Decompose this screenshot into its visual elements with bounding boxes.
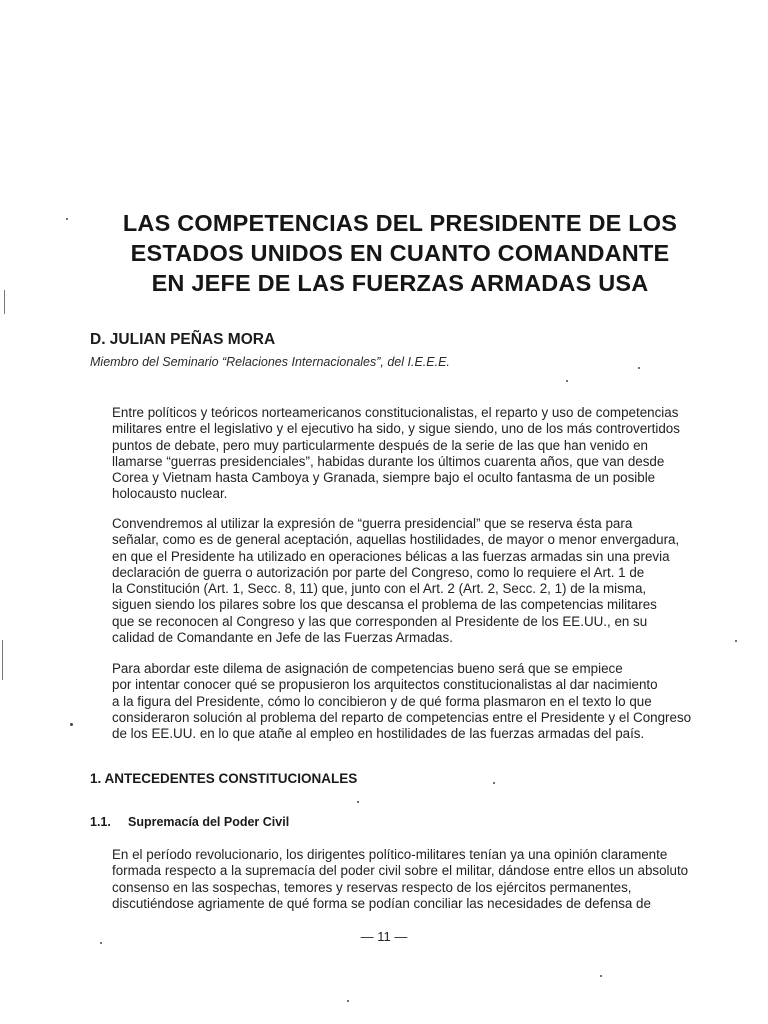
scan-speck — [66, 218, 68, 220]
text-line: que se reconocen al Congreso y las que corresponden al Presidente de los EE.UU., en su — [112, 613, 648, 629]
text-line: declaración de guerra o autorización por parte del Congreso, como lo requiere el Art. 1 de — [112, 564, 645, 580]
paragraph-3 — [88, 661, 715, 742]
text-line: Corea y Vietnam hasta Camboya y Granada, siempre bajo el oculto fantasma de un posible — [112, 470, 656, 486]
article-title — [80, 208, 720, 298]
page-number: — 11 — — [360, 929, 408, 944]
text-line: llamarse “guerras presidenciales”, habidas durante los últimos cuarenta años, que van desde — [112, 453, 665, 469]
text-line: Para abordar este dilema de asignación de competencias bueno será que se empiece — [112, 661, 623, 676]
text-line: militares entre el legislativo y el ejecutivo ha sido, y sigue siendo, uno de los más controvertidos — [112, 421, 680, 437]
text-line: holocausto nuclear. — [112, 486, 228, 502]
scan-speck — [600, 975, 602, 977]
scan-speck — [566, 380, 568, 382]
text-line: de los EE.UU. en lo que atañe al empleo en hostilidades de las fuerzas armadas del país. — [112, 726, 645, 742]
text-line: puntos de debate, pero muy particularmente después de la serie de las que han venido en — [112, 437, 648, 453]
text-line: En el período revolucionario, los dirigentes político-militares tenían ya una opinión claramente — [112, 847, 668, 862]
scan-speck — [347, 1000, 349, 1002]
section-heading: 1. ANTECEDENTES CONSTITUCIONALES — [90, 771, 358, 786]
paragraph-2 — [88, 516, 715, 646]
paragraph-1 — [88, 405, 715, 503]
text-line: Entre políticos y teóricos norteamericanos constitucionalistas, el reparto y uso de competencias — [112, 405, 679, 420]
scan-speck — [100, 942, 102, 944]
text-line: discutiéndose agriamente de qué forma se podían conciliar las necesidades de defensa de — [112, 895, 651, 911]
scan-speck — [638, 367, 640, 369]
author-affiliation: Miembro del Seminario “Relaciones Internacionales”, del I.E.E.E. — [90, 355, 450, 369]
subsection-heading — [90, 814, 289, 830]
text-line: en que el Presidente ha utilizado en operaciones bélicas a las fuerzas armadas sin una previa — [112, 548, 670, 564]
text-line: Convendremos al utilizar la expresión de “guerra presidencial” que se reserva ésta para — [112, 516, 633, 531]
text-line: a la figura del Presidente, cómo lo concibieron y de qué forma plasmaron en el texto lo que — [112, 693, 652, 709]
title-line-3: EN JEFE DE LAS FUERZAS ARMADAS USA — [151, 270, 649, 296]
subsection-number: 1.1. — [90, 815, 111, 829]
text-line: formada respecto a la supremacía del poder civil sobre el militar, dándose entre ellos un absoluto — [112, 863, 689, 879]
paragraph-4 — [88, 847, 715, 912]
scan-edge-mark — [2, 640, 3, 680]
text-line: la Constitución (Art. 1, Secc. 8, 11) que, junto con el Art. 2 (Art. 2, Secc. 2, 1) de la misma, — [112, 581, 647, 597]
scan-speck — [70, 723, 73, 726]
text-line: consenso en las sospechas, temores y reservas respecto de los ejércitos permanentes, — [112, 879, 632, 895]
subsection-title: Supremacía del Poder Civil — [128, 815, 290, 829]
title-line-1: LAS COMPETENCIAS DEL PRESIDENTE DE LOS — [122, 210, 678, 236]
text-line: siguen siendo los pilares sobre los que descansa el problema de las competencias militares — [112, 597, 657, 613]
text-line: por intentar conocer qué se propusieron los arquitectos constitucionalistas al dar nacimiento — [112, 677, 658, 693]
scan-edge-mark — [4, 290, 5, 314]
scan-speck — [357, 801, 359, 803]
text-line: señalar, como es de general aceptación, aquellas hostilidades, de mayor o menor envergadura, — [112, 532, 680, 548]
scan-speck — [493, 782, 495, 784]
text-line: calidad de Comandante en Jefe de las Fuerzas Armadas. — [112, 630, 453, 646]
author-name: D. JULIAN PEÑAS MORA — [90, 331, 276, 348]
title-line-2: ESTADOS UNIDOS EN CUANTO COMANDANTE — [130, 240, 670, 266]
text-line: consideraron solución al problema del reparto de competencias entre el Presidente y el Congreso — [112, 709, 692, 725]
scan-speck — [735, 640, 737, 642]
